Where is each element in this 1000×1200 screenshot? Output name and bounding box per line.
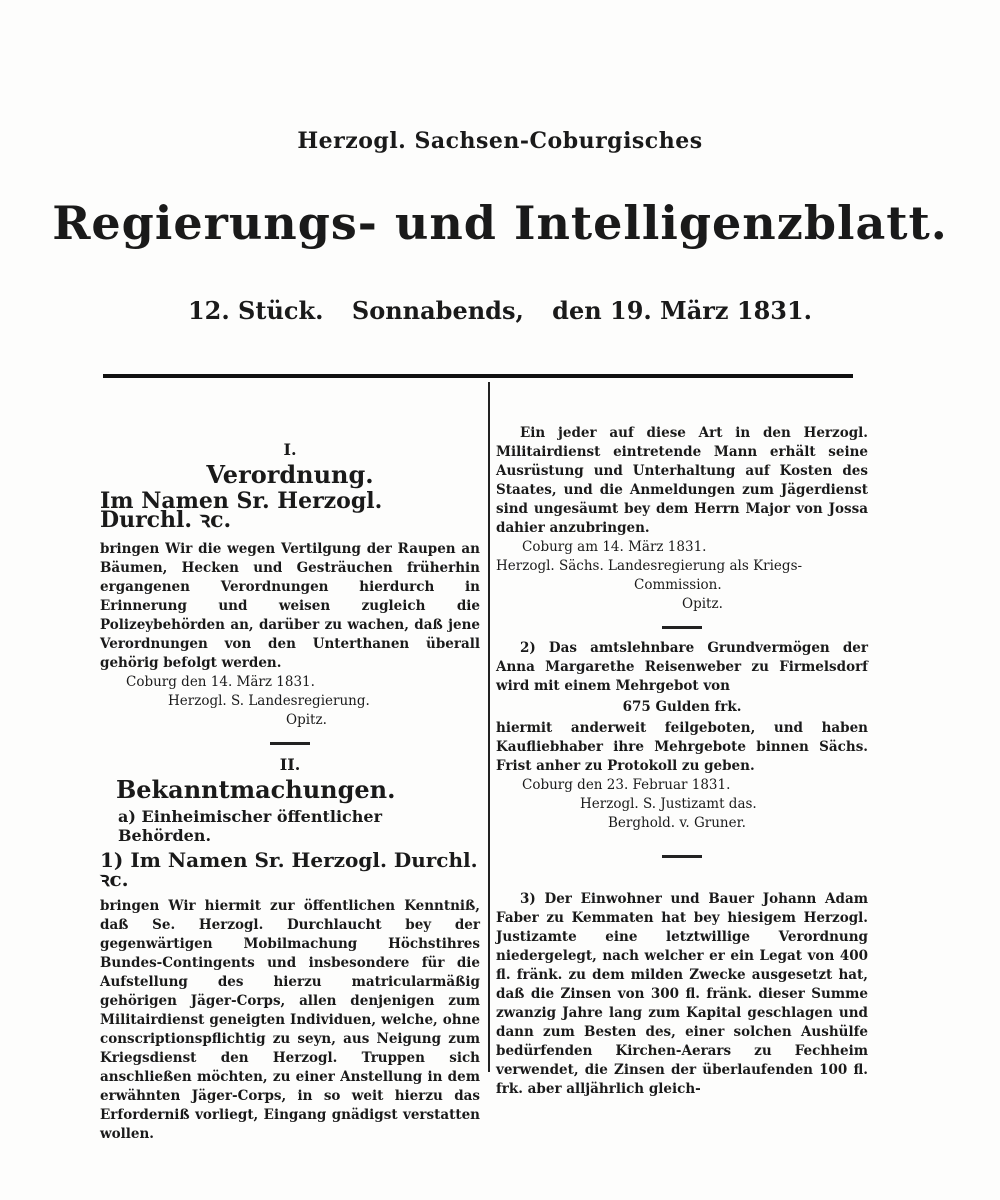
notice-signature-commission: Commission. xyxy=(634,577,722,593)
property-notice-text: 2) Das amtslehnbare Grundvermögen der Anna Margarethe Reisenweber zu Firmelsdorf wird mit einem Mehrgebot von xyxy=(496,640,868,694)
notice-opening: 1) Im Namen Sr. Herzogl. Durchl. ꝛc. xyxy=(100,848,478,891)
column-divider xyxy=(488,382,490,1072)
notice-signature-name: Opitz. xyxy=(682,596,723,612)
property-signature-authority: Herzogl. S. Justizamt das. xyxy=(580,796,757,812)
notice-text: bringen Wir hiermit zur öffentlichen Kenntniß, daß Se. Herzogl. Durchlaucht bey der gegenwärtigen Mobilmachung Höchstihres Bundes-Contingents und insbesondere für die Aufstellung des hierzu matricularmäßig gehörigen Jäger-Corps, allen denjenigen zum Militairdienst geneigten Individuen, welche, ohne conscriptionspflichtig zu seyn, aus Neigung zum Kriegsdienst den Herzogl. Truppen sich anschließen möchten, zu einer Anstellung in dem erwähnten Jäger-Corps, in so weit hierzu das Erforderniß vorliegt, Eingang gnädigst verstatten wollen. xyxy=(100,898,480,1142)
section-numeral-1: I. xyxy=(283,440,297,459)
decree-place-date: Coburg den 14. März 1831. xyxy=(126,674,315,690)
issue-line xyxy=(0,296,1000,325)
decree-signature-authority: Herzogl. S. Landesregierung. xyxy=(168,693,370,709)
decree-opening: Im Namen Sr. Herzogl. Durchl. ꝛc. xyxy=(100,488,383,533)
left-column xyxy=(100,388,480,1144)
legacy-notice-text: 3) Der Einwohner und Bauer Johann Adam Faber zu Kemmaten hat bey hiesigem Herzogl. Justizamte eine letztwillige Verordnung niedergelegt, nach welcher er ein Legat von 400 fl. fränk. zu dem milden Zwecke ausgesetzt hat, daß die Zinsen von 300 fl. fränk. dieser Summe zwanzig Jahre lang zum Kapital geschlagen und dann zum Besten des, einer solchen Aushülfe bedürfenden Kirchen-Aerars zu Fechheim verwendet, die Zinsen der überlaufenden 100 fl. frk. aber alljährlich gleich- xyxy=(496,891,868,1097)
separator xyxy=(662,626,702,629)
property-amount: 675 Gulden frk. xyxy=(622,699,742,715)
header-rule xyxy=(103,374,853,378)
separator xyxy=(662,855,702,858)
notice-continuation: Ein jeder auf diese Art in den Herzogl. Militairdienst eintretende Mann erhält seine Ausrüstung und Unterhaltung auf Kosten des Staates, und die Anmeldungen zum Jägerdienst sind ungesäumt bey dem Herrn Major von Jossa dahier anzubringen. xyxy=(496,425,868,536)
decree-signature-name: Opitz. xyxy=(286,712,327,728)
issue-number: 12. Stück. xyxy=(187,296,324,325)
notice-place-date: Coburg am 14. März 1831. xyxy=(522,539,707,555)
spacer xyxy=(496,868,868,890)
publisher-line: Herzogl. Sachsen-Coburgisches xyxy=(297,128,703,154)
newspaper-title: Regierungs- und Intelligenzblatt. xyxy=(52,196,948,250)
property-signature-names: Berghold. v. Gruner. xyxy=(608,815,746,831)
right-column xyxy=(496,388,868,1099)
property-notice-continuation: hiermit anderweit feilgeboten, und haben Kaufliebhaber ihre Mehrgebote binnen Sächs. Frist anher zu Protokoll zu geben. xyxy=(496,720,868,774)
section-numeral-2: II. xyxy=(279,755,301,774)
spacer xyxy=(496,388,868,424)
decree-text: bringen Wir die wegen Vertilgung der Raupen an Bäumen, Hecken und Gesträuchen früherhin ergangenen Verordnungen hierdurch in Erinnerung und weisen zugleich die Polizeybehörden an, darüber zu wachen, daß jene Verordnungen von den Unterthanen überall gehörig befolgt werden. xyxy=(100,541,480,671)
section-heading-verordnung: Verordnung. xyxy=(206,460,374,489)
issue-date: den 19. März 1831. xyxy=(552,296,813,325)
notice-signature-authority: Herzogl. Sächs. Landesregierung als Kriegs- xyxy=(496,558,803,574)
subsection-heading: a) Einheimischer öffentlicher Behörden. xyxy=(118,807,383,845)
section-heading-bekanntmachungen: Bekanntmachungen. xyxy=(116,775,396,804)
separator xyxy=(270,742,310,745)
property-place-date: Coburg den 23. Februar 1831. xyxy=(522,777,731,793)
issue-day: Sonnabends, xyxy=(351,296,524,325)
